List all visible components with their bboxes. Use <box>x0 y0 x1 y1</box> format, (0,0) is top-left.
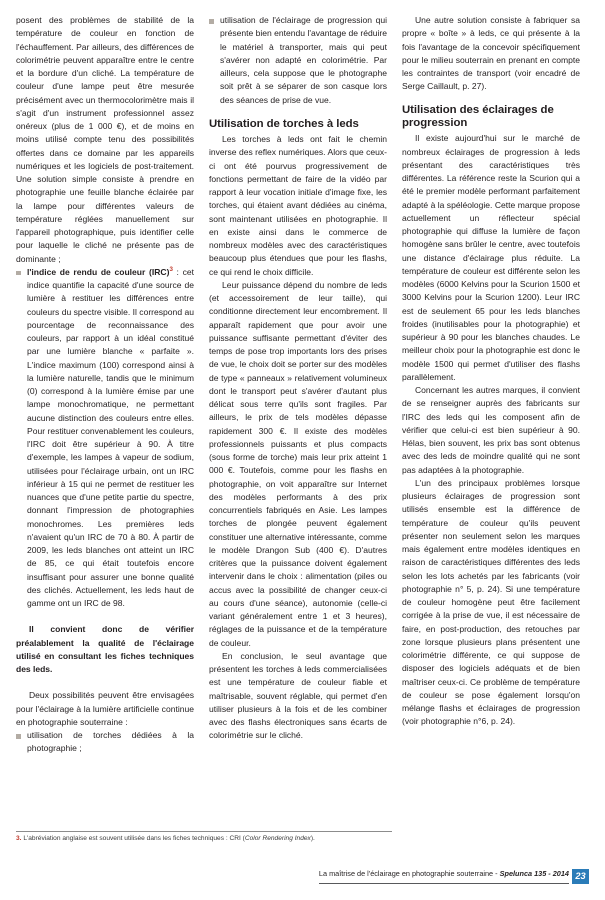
footnote-body-before: L'abréviation anglaise est souvent utilisée dans les fiches techniques : CRI ( <box>21 835 245 842</box>
footer-title: La maîtrise de l'éclairage en photographie souterraine - Spelunca 135 - 2014 <box>318 869 569 878</box>
footnote-number: 3. <box>16 835 22 842</box>
square-bullet-icon <box>16 271 21 276</box>
list-item-irc-text: : cet indice quantifie la capacité d'une source de lumière à restituer les différences entre couleurs du spectre visible. Il correspond au pourcentage de reconnaissance des couleurs, par rapport à un idéal constitué par une lumière blanche « parfaite ». L'indice maximum (100) correspond ainsi à la lumière naturelle, tandis que le minimum (0) correspond à la lumière émise par une lampe monochromatique, ne permettant aucune distinction des couleurs entre elles. Pour restituer convenablement les couleurs, l'IRC doit être supérieur à 90. À titre d'exemple, les lampes à vapeur de sodium, utilisées pour l'éclairage urbain, ont un IRC inférieur à 15 qui ne permet de restituer les nuances que d'une petite partie du spectre, donnant l'impression de photographies monochromes. Les premières leds n'avaient qu'un IRC de 70 à 80. À partir de 2009, les leds blanches ont atteint un IRC de 85, ce qui était toutefois encore insuffisant pour assurer une bonne qualité des clichés. Actuellement, les leds haut de gamme ont un IRC de 98. <box>27 266 195 608</box>
list-item-irc <box>16 266 194 611</box>
footer-article-title: La maîtrise de l'éclairage en photographie souterraine <box>318 869 494 878</box>
list-item-torches <box>16 729 194 756</box>
paragraph-c2-3: En conclusion, le seul avantage que présentent les torches à leds commercialisées est une température de couleur fiable et maîtrisable, souvent réglable, qui permet d'en utiliser plusieurs à la fois et de les combiner avec des flashs électroniques sans écarts de colorimétrie sur le cliché. <box>209 650 387 741</box>
paragraph-c1-2: Deux possibilités peuvent être envisagées pour l'éclairage à la lumière artificielle continue en photographie souterraine : <box>16 690 194 727</box>
footnote-body-after: ). <box>310 835 315 842</box>
square-bullet-icon <box>16 734 21 739</box>
footnote-italic-term: Color Rendering Index <box>244 835 311 842</box>
page-footer <box>319 863 589 884</box>
footer-text-rule <box>319 863 569 884</box>
paragraph-c2-1: Les torches à leds ont fait le chemin inverse des reflex numériques. Alors que ceux-ci ont été pourvus progressivement de fonctions permettant de faire de la vidéo par rapport à leur vocation initiale d'image fixe, les torches, qui étaient avant dédiées au cinéma, sont maintenant utilisées en photographie. Il en existe ainsi dans le commerce de nombreux modèles avec des caractéristiques beaucoup plus étendues que pour les flashs, ce qui rend le choix difficile. <box>209 134 387 277</box>
list-item-progression <box>209 14 387 107</box>
text-columns <box>16 14 589 834</box>
square-bullet-icon <box>209 19 214 24</box>
paragraph-c1-bold: Il convient donc de vérifier préalablement la qualité de l'éclairage utilisé en consultant les fiches techniques des leds. <box>16 624 194 674</box>
footnote-text <box>16 835 392 844</box>
paragraph-c1-1: posent des problèmes de stabilité de la température de couleur en fonction de l'échauffement. Par ailleurs, des différences de colorimétrie peuvent apparaître entre le centre et la bordure d'un cliché. La température de couleur d'une lampe peut être mesurée précisément avec un thermocolorimètre mais il s'agit d'un instrument professionnel assez onéreux (plus de 1 000 €), et de moins en moins utilisé compte tenu des possibilités offertes dans ce domaine par les appareils numériques et les logiciels de post-traitement. Une solution simple consiste à prendre en photographie une feuille blanche éclairée par la lampe pour différentes valeurs de température réglées manuellement sur l'appareil photographique, puis identifier celle pour laquelle le cliché ne présente pas de dominante ; <box>16 15 194 264</box>
footnote-marker: 3 <box>169 265 173 273</box>
section-heading-progression: Utilisation des éclairages de progression <box>402 103 554 129</box>
column-3 <box>402 14 580 729</box>
page-number-badge: 23 <box>572 869 589 884</box>
list-item-irc-label: l'indice de rendu de couleur (IRC) <box>27 266 170 277</box>
paragraph-c3-4: L'un des principaux problèmes lorsque plusieurs éclairages de progression sont utilisés ensemble est la différence de température de couleur qu'ils peuvent présenter non seulement selon les marques mais également entre modèles identiques en raison de caractéristiques différentes des leds selon les lots achetés par les fabricants (voir photographie n° 5, p. 24). Si une température de couleur homogène peut être facilement corrigée à la prise de vue, il est nécessaire de faire, en post-production, des retouches par zone lorsque plusieurs plans présentent une colorimétrie différente, ce qui suppose de disposer des logiciels adéquats et de bien maîtriser ceux-ci. Ce problème de température de couleur se pose également lorsqu'on mélange flashs et éclairages de progression (voir photographie n°6, p. 24). <box>402 477 580 727</box>
footnote-area <box>16 831 392 844</box>
section-heading-torches: Utilisation de torches à leds <box>209 117 359 130</box>
list-item-progression-label: utilisation de l'éclairage de progression qui présente bien entendu l'avantage de réduire le matériel à transporter, mais qui peut s'avérer non adapté en colorimétrie. Par ailleurs, cela suppose que le photographe soit prêt à se séparer de son casque lors des séances de prise de vue. <box>220 15 387 105</box>
paragraph-c3-2: Il existe aujourd'hui sur le marché de nombreux éclairages de progression à leds présentant des caractéristiques très différentes. La référence reste la Scurion qui a été le premier modèle performant parfaitement adapté à la spéléologie. Cette marque propose actuellement un réflecteur spécial photographie qui diffuse la lumière de façon homogène sans brûler le centre, avec toutefois une distance d'éclairage plus réduite. La température de couleur est différente selon les modèles (6000 Kelvins pour la Scurion 1500 et 3000 Kelvins pour la Scurion 1200). Leur IRC est de seulement 65 pour les leds blanches froides (inutilisables pour la photographie) et supérieur à 90 pour les blanches chaudes. Le meilleur choix pour la photographie est donc le modèle 1500 qui permet d'utiliser des flashs parallèlement. <box>402 133 580 382</box>
list-item-torches-label: utilisation de torches dédiées à la photographie ; <box>27 730 194 754</box>
paragraph-c2-2: Leur puissance dépend du nombre de leds (et accessoirement de leur taille), qui conditionne directement leur encombrement. Il apparaît rapidement que pour avoir une puissance suffisante permettant d'éviter des temps de pose trop importants lors des prises de vue, le choix doit se porter sur des modèles de type « panneaux » relativement volumineux dont le transport peut s'avérer d'autant plus délicat sous terre qu'ils sont fragiles. Par ailleurs, le prix de tels modèles dépasse rapidement 300 €. Il existe des modèles professionnels puissants et plus compacts (sous forme de torche) mais leur prix atteint 1 000 €. Toutefois, comme pour les flashs en photographie, on voit apparaître sur Internet des modèles performants à des prix concurrentiels fabriqués en Asie. Les lampes torches de plongée peuvent également constituer une alternative intéressante, comme le modèle Drangon Sub (400 €). D'autres critères que la puissance doivent également intervenir dans le choix : alimentation (piles ou accus avec la possibilité de changer ceux-ci au cours d'une séance), autonomie (celle-ci variant généralement entre 1 et 3 heures), réglages de la puissance et de la température de couleur. <box>209 279 387 648</box>
column-2 <box>209 14 387 743</box>
paragraph-c3-1: Une autre solution consiste à fabriquer sa propre « boîte » à leds, ce qui présente à la fois l'avantage de la concevoir spécifiquement pour le milieu souterrain en prenant en compte les contraintes de transport (voir encadré de Serge Caillault, p. 27). <box>402 15 580 92</box>
paragraph-c3-3: Concernant les autres marques, il convient de se renseigner auprès des fabricants sur l'IRC des leds qui les composent afin de vérifier que celui-ci est bien supérieur à 90. Hélas, bien souvent, les prix bas sont obtenus avec des leds de moindre qualité qui ne sont pas adaptées à la photographie. <box>402 385 580 475</box>
footnote-divider <box>16 831 392 832</box>
column-1 <box>16 14 194 756</box>
footer-publication: Spelunca 135 - 2014 <box>499 869 569 878</box>
